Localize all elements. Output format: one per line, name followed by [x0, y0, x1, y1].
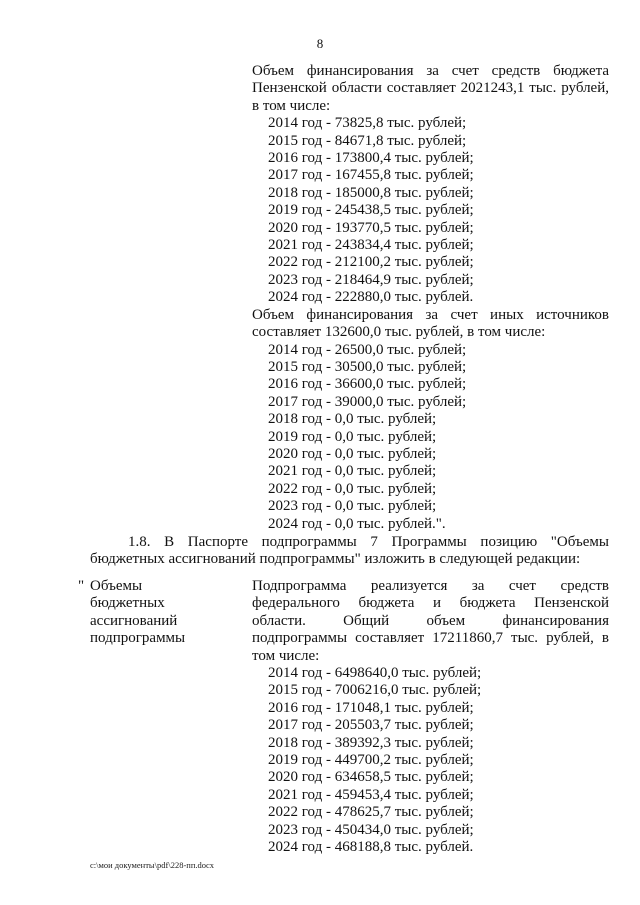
- year-line: 2014 год - 26500,0 тыс. рублей;: [268, 341, 467, 358]
- year-line: 2023 год - 0,0 тыс. рублей;: [268, 498, 437, 515]
- year-line: 2015 год - 84671,8 тыс. рублей;: [268, 132, 467, 149]
- financing-block-regional: [252, 63, 609, 533]
- year-line: 2020 год - 0,0 тыс. рублей;: [268, 445, 437, 462]
- text-line: Объем финансирования за счет средств бюджета: [252, 63, 609, 79]
- year-line: 2022 год - 0,0 тыс. рублей;: [268, 480, 437, 497]
- year-line: 2015 год - 30500,0 тыс. рублей;: [268, 358, 467, 375]
- year-line: 2021 год - 243834,4 тыс. рублей;: [268, 237, 474, 254]
- label-line: подпрограммы: [90, 630, 186, 647]
- year-line: 2017 год - 167455,8 тыс. рублей;: [268, 167, 474, 184]
- year-line: 2020 год - 634658,5 тыс. рублей;: [268, 769, 474, 786]
- row-label: [90, 578, 240, 648]
- year-line: 2017 год - 39000,0 тыс. рублей;: [268, 393, 467, 410]
- label-line: бюджетных: [90, 595, 165, 612]
- year-line: 2014 год - 73825,8 тыс. рублей;: [268, 115, 467, 132]
- text-line: Объем финансирования за счет иных источников: [252, 306, 609, 323]
- year-line: 2014 год - 6498640,0 тыс. рублей;: [268, 665, 482, 682]
- year-line: 2024 год - 222880,0 тыс. рублей.: [268, 289, 474, 306]
- year-line: 2022 год - 478625,7 тыс. рублей;: [268, 804, 474, 821]
- clause-line: бюджетных ассигнований подпрограммы" изложить в следующей редакции:: [90, 551, 581, 568]
- text-line: в том числе:: [252, 97, 331, 114]
- opening-quote: ": [78, 578, 85, 594]
- file-path-footer: c:\мои документы\pdf\228-пп.docx: [90, 860, 215, 870]
- year-line: 2020 год - 193770,5 тыс. рублей;: [268, 219, 474, 236]
- year-line: 2016 год - 173800,4 тыс. рублей;: [268, 150, 474, 167]
- year-line: 2019 год - 449700,2 тыс. рублей;: [268, 752, 474, 769]
- text-line: составляет 132600,0 тыс. рублей, в том числе:: [252, 324, 546, 341]
- year-line: 2024 год - 0,0 тыс. рублей.".: [268, 515, 446, 532]
- text-line: области. Общий объем финансирования: [252, 612, 609, 629]
- financing-block-subprogram: [252, 578, 609, 857]
- year-line: 2018 год - 389392,3 тыс. рублей;: [268, 734, 474, 751]
- year-line: 2017 год - 205503,7 тыс. рублей;: [268, 717, 474, 734]
- year-line: 2018 год - 185000,8 тыс. рублей;: [268, 184, 474, 201]
- text-line: федерального бюджета и бюджета Пензенской: [252, 595, 609, 612]
- text-line: Пензенской области составляет 2021243,1 тыс. рублей,: [252, 80, 609, 97]
- text-line: том числе:: [252, 647, 320, 664]
- year-line: 2023 год - 450434,0 тыс. рублей;: [268, 821, 474, 838]
- label-line: ассигнований: [90, 612, 178, 629]
- clause-1-8: [90, 534, 609, 569]
- year-line: 2019 год - 0,0 тыс. рублей;: [268, 428, 437, 445]
- year-line: 2015 год - 7006216,0 тыс. рублей;: [268, 682, 482, 699]
- year-line: 2016 год - 36600,0 тыс. рублей;: [268, 376, 467, 393]
- year-line: 2021 год - 0,0 тыс. рублей;: [268, 463, 437, 480]
- text-line: подпрограммы составляет 17211860,7 тыс. рублей, в: [252, 630, 609, 647]
- year-line: 2018 год - 0,0 тыс. рублей;: [268, 411, 437, 428]
- clause-line: 1.8. В Паспорте подпрограммы 7 Программы позицию "Объемы: [128, 534, 609, 550]
- text-line: Подпрограмма реализуется за счет средств: [252, 578, 609, 594]
- label-line: Объемы: [90, 578, 143, 594]
- year-line: 2019 год - 245438,5 тыс. рублей;: [268, 202, 474, 219]
- year-line: 2016 год - 171048,1 тыс. рублей;: [268, 699, 474, 716]
- page-number: 8: [316, 36, 324, 51]
- year-line: 2023 год - 218464,9 тыс. рублей;: [268, 271, 474, 288]
- year-line: 2021 год - 459453,4 тыс. рублей;: [268, 786, 474, 803]
- year-line: 2024 год - 468188,8 тыс. рублей.: [268, 839, 474, 856]
- year-line: 2022 год - 212100,2 тыс. рублей;: [268, 254, 474, 271]
